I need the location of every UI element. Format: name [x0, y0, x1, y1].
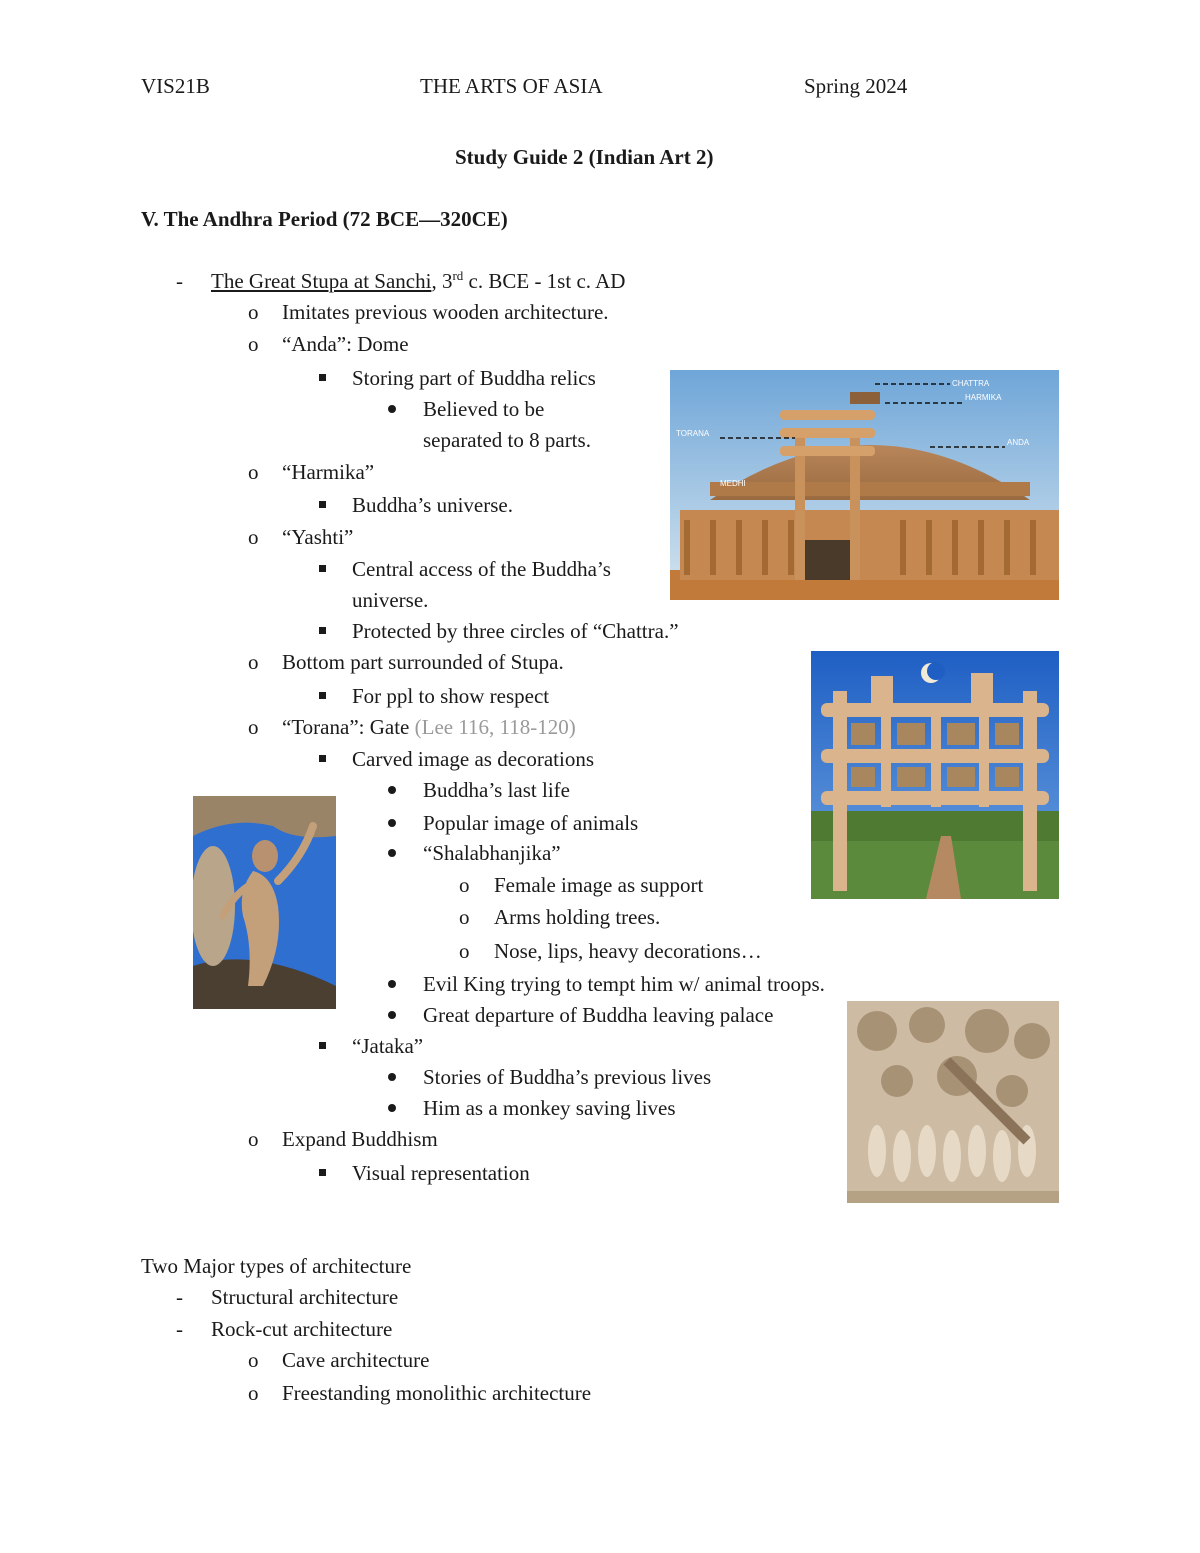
line-bottom: Bottom part surrounded of Stupa. — [282, 650, 564, 674]
circle-marker: o — [248, 300, 259, 324]
section-heading: V. The Andhra Period (72 BCE—320CE) — [141, 207, 508, 231]
circle-marker: o — [459, 939, 470, 963]
square-bullet — [319, 755, 326, 762]
line-universe-2: universe. — [352, 588, 429, 612]
line-animals: Popular image of animals — [423, 811, 639, 835]
stupa-date-post: c. BCE - 1st c. AD — [463, 269, 626, 293]
line-last-life: Buddha’s last life — [423, 778, 570, 802]
torana-reference: (Lee 116, 118-120) — [414, 715, 576, 739]
line-departure: Great departure of Buddha leaving palace — [423, 1003, 774, 1027]
circle-marker: o — [459, 873, 470, 897]
label-anda: ANDA — [1007, 438, 1030, 447]
line-expand: Expand Buddhism — [282, 1127, 438, 1151]
torana-label: “Torana”: Gate — [282, 715, 415, 739]
line-jataka: “Jataka” — [352, 1034, 424, 1058]
line-universe: Buddha’s universe. — [352, 493, 513, 517]
square-bullet — [319, 1042, 326, 1049]
line-imitates: Imitates previous wooden architecture. — [282, 300, 609, 324]
line-female: Female image as support — [494, 873, 704, 897]
circle-marker: o — [248, 525, 259, 549]
header-title: THE ARTS OF ASIA — [420, 74, 603, 98]
line-structural: Structural architecture — [211, 1285, 399, 1309]
circle-marker: o — [459, 905, 470, 929]
round-bullet — [388, 1011, 396, 1019]
square-bullet — [319, 501, 326, 508]
line-arms: Arms holding trees. — [494, 905, 661, 929]
circle-marker: o — [248, 1381, 259, 1405]
line-separated: separated to 8 parts. — [423, 428, 591, 452]
dash-marker: - — [176, 269, 183, 293]
stupa-date-sup: rd — [452, 268, 464, 283]
line-monolithic: Freestanding monolithic architecture — [282, 1381, 592, 1405]
square-bullet — [319, 692, 326, 699]
line-harmika: “Harmika” — [282, 460, 375, 484]
square-bullet — [319, 374, 326, 381]
circle-marker: o — [248, 332, 259, 356]
line-cave: Cave architecture — [282, 1348, 430, 1372]
line-evil-king: Evil King trying to tempt him w/ animal troops. — [423, 972, 825, 996]
circle-marker: o — [248, 1127, 259, 1151]
line-relics: Storing part of Buddha relics — [352, 366, 596, 390]
square-bullet — [319, 1169, 326, 1176]
line-chattra: Protected by three circles of “Chattra.” — [352, 619, 679, 643]
square-bullet — [319, 565, 326, 572]
line-yashti: “Yashti” — [282, 525, 354, 549]
dash-marker: - — [176, 1317, 183, 1341]
architecture-heading: Two Major types of architecture — [141, 1254, 412, 1278]
circle-marker: o — [248, 715, 259, 739]
line-anda: “Anda”: Dome — [282, 332, 409, 356]
line-torana — [282, 714, 576, 740]
header-term: Spring 2024 — [804, 74, 908, 98]
round-bullet — [388, 819, 396, 827]
line-central: Central access of the Buddha’s — [352, 557, 611, 581]
line-rockcut: Rock-cut architecture — [211, 1317, 393, 1341]
label-harmika: HARMIKA — [965, 393, 1002, 402]
round-bullet — [388, 849, 396, 857]
stupa-photo — [670, 370, 1059, 600]
round-bullet — [388, 786, 396, 794]
line-nose: Nose, lips, heavy decorations… — [494, 939, 762, 963]
line-visual: Visual representation — [352, 1161, 530, 1185]
doc-title: Study Guide 2 (Indian Art 2) — [455, 145, 714, 169]
shalabhanjika-photo — [193, 796, 336, 1009]
line-monkey: Him as a monkey saving lives — [423, 1096, 676, 1120]
round-bullet — [388, 405, 396, 413]
header-course: VIS21B — [141, 74, 210, 98]
line-respect: For ppl to show respect — [352, 684, 550, 708]
line-stories: Stories of Buddha’s previous lives — [423, 1065, 712, 1089]
torana-photo — [811, 651, 1059, 899]
label-medhi: MEDHI — [720, 479, 746, 488]
stupa-heading — [211, 268, 625, 294]
square-bullet — [319, 627, 326, 634]
relief-photo — [847, 1001, 1059, 1203]
label-chattra: CHATTRA — [952, 379, 990, 388]
round-bullet — [388, 980, 396, 988]
circle-marker: o — [248, 460, 259, 484]
line-believed: Believed to be — [423, 397, 545, 421]
stupa-link: The Great Stupa at Sanchi — [211, 269, 432, 293]
circle-marker: o — [248, 650, 259, 674]
round-bullet — [388, 1104, 396, 1112]
line-shalabhanjika: “Shalabhanjika” — [423, 841, 561, 865]
stupa-date-pre: , 3 — [431, 269, 453, 293]
label-torana: TORANA — [676, 429, 710, 438]
dash-marker: - — [176, 1285, 183, 1309]
round-bullet — [388, 1073, 396, 1081]
line-carved: Carved image as decorations — [352, 747, 594, 771]
circle-marker: o — [248, 1348, 259, 1372]
